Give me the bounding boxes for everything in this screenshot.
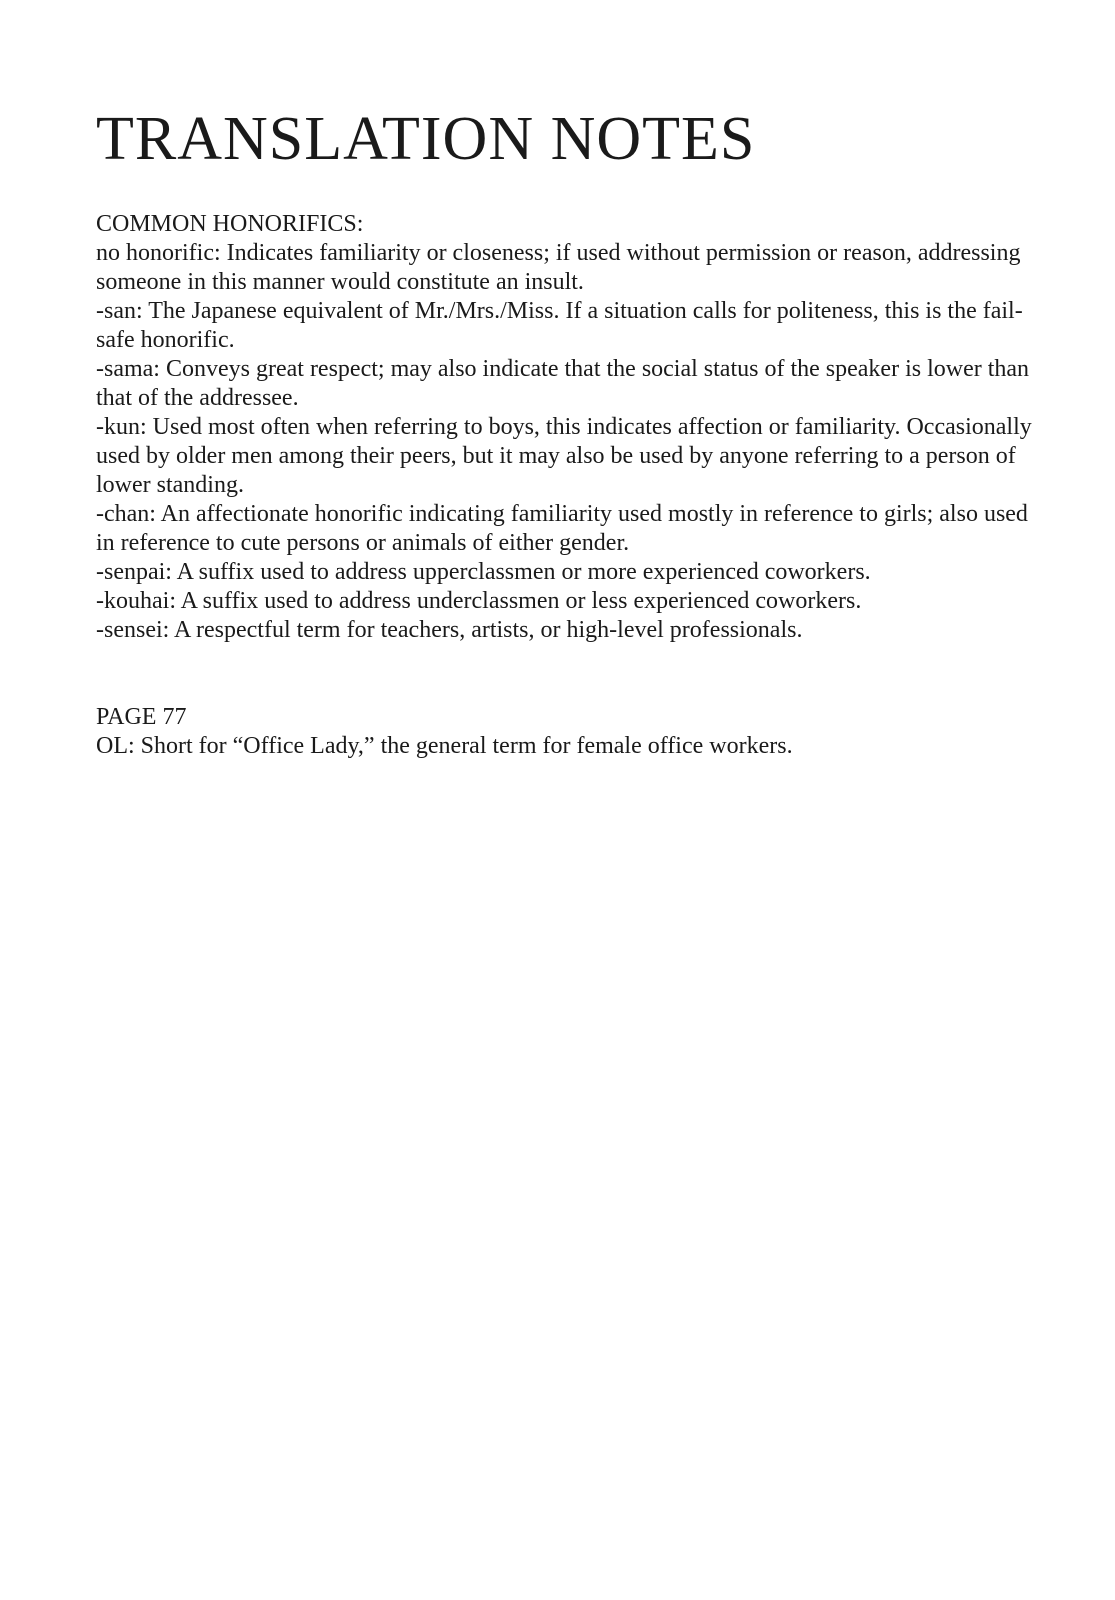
honorifics-heading: COMMON HONORIFICS: xyxy=(96,211,364,237)
section-spacer xyxy=(96,645,1036,703)
page-note-heading: PAGE 77 xyxy=(96,704,187,730)
honorific-entry-sensei: -sensei: A respectful term for teachers, artists, or high-level professionals. xyxy=(96,617,803,643)
honorific-entry-senpai: -senpai: A suffix used to address upperclassmen or more experienced coworkers. xyxy=(96,559,871,585)
page-note-section xyxy=(96,703,1036,761)
honorific-entry-san: -san: The Japanese equivalent of Mr./Mrs./Miss. If a situation calls for politeness, this is the fail-safe honorific. xyxy=(96,298,1023,353)
honorific-entry-sama: -sama: Conveys great respect; may also indicate that the social status of the speaker is lower than that of the addressee. xyxy=(96,356,1030,411)
honorifics-section xyxy=(96,210,1036,645)
page-title: TRANSLATION NOTES xyxy=(96,105,756,173)
honorific-entry-kun: -kun: Used most often when referring to boys, this indicates affection or familiarity. Occasionally used by older men among their peers, but it may also be used by anyone referring to a person of lower standing. xyxy=(96,414,1032,498)
honorific-entry-chan: -chan: An affectionate honorific indicating familiarity used mostly in reference to girls; also used in reference to cute persons or animals of either gender. xyxy=(96,501,1028,556)
page-note-text: OL: Short for “Office Lady,” the general term for female office workers. xyxy=(96,733,793,759)
honorific-entry-none: no honorific: Indicates familiarity or closeness; if used without permission or reason, addressing someone in this manner would constitute an insult. xyxy=(96,240,1021,295)
document-page xyxy=(96,105,1036,761)
honorific-entry-kouhai: -kouhai: A suffix used to address underclassmen or less experienced coworkers. xyxy=(96,588,862,614)
